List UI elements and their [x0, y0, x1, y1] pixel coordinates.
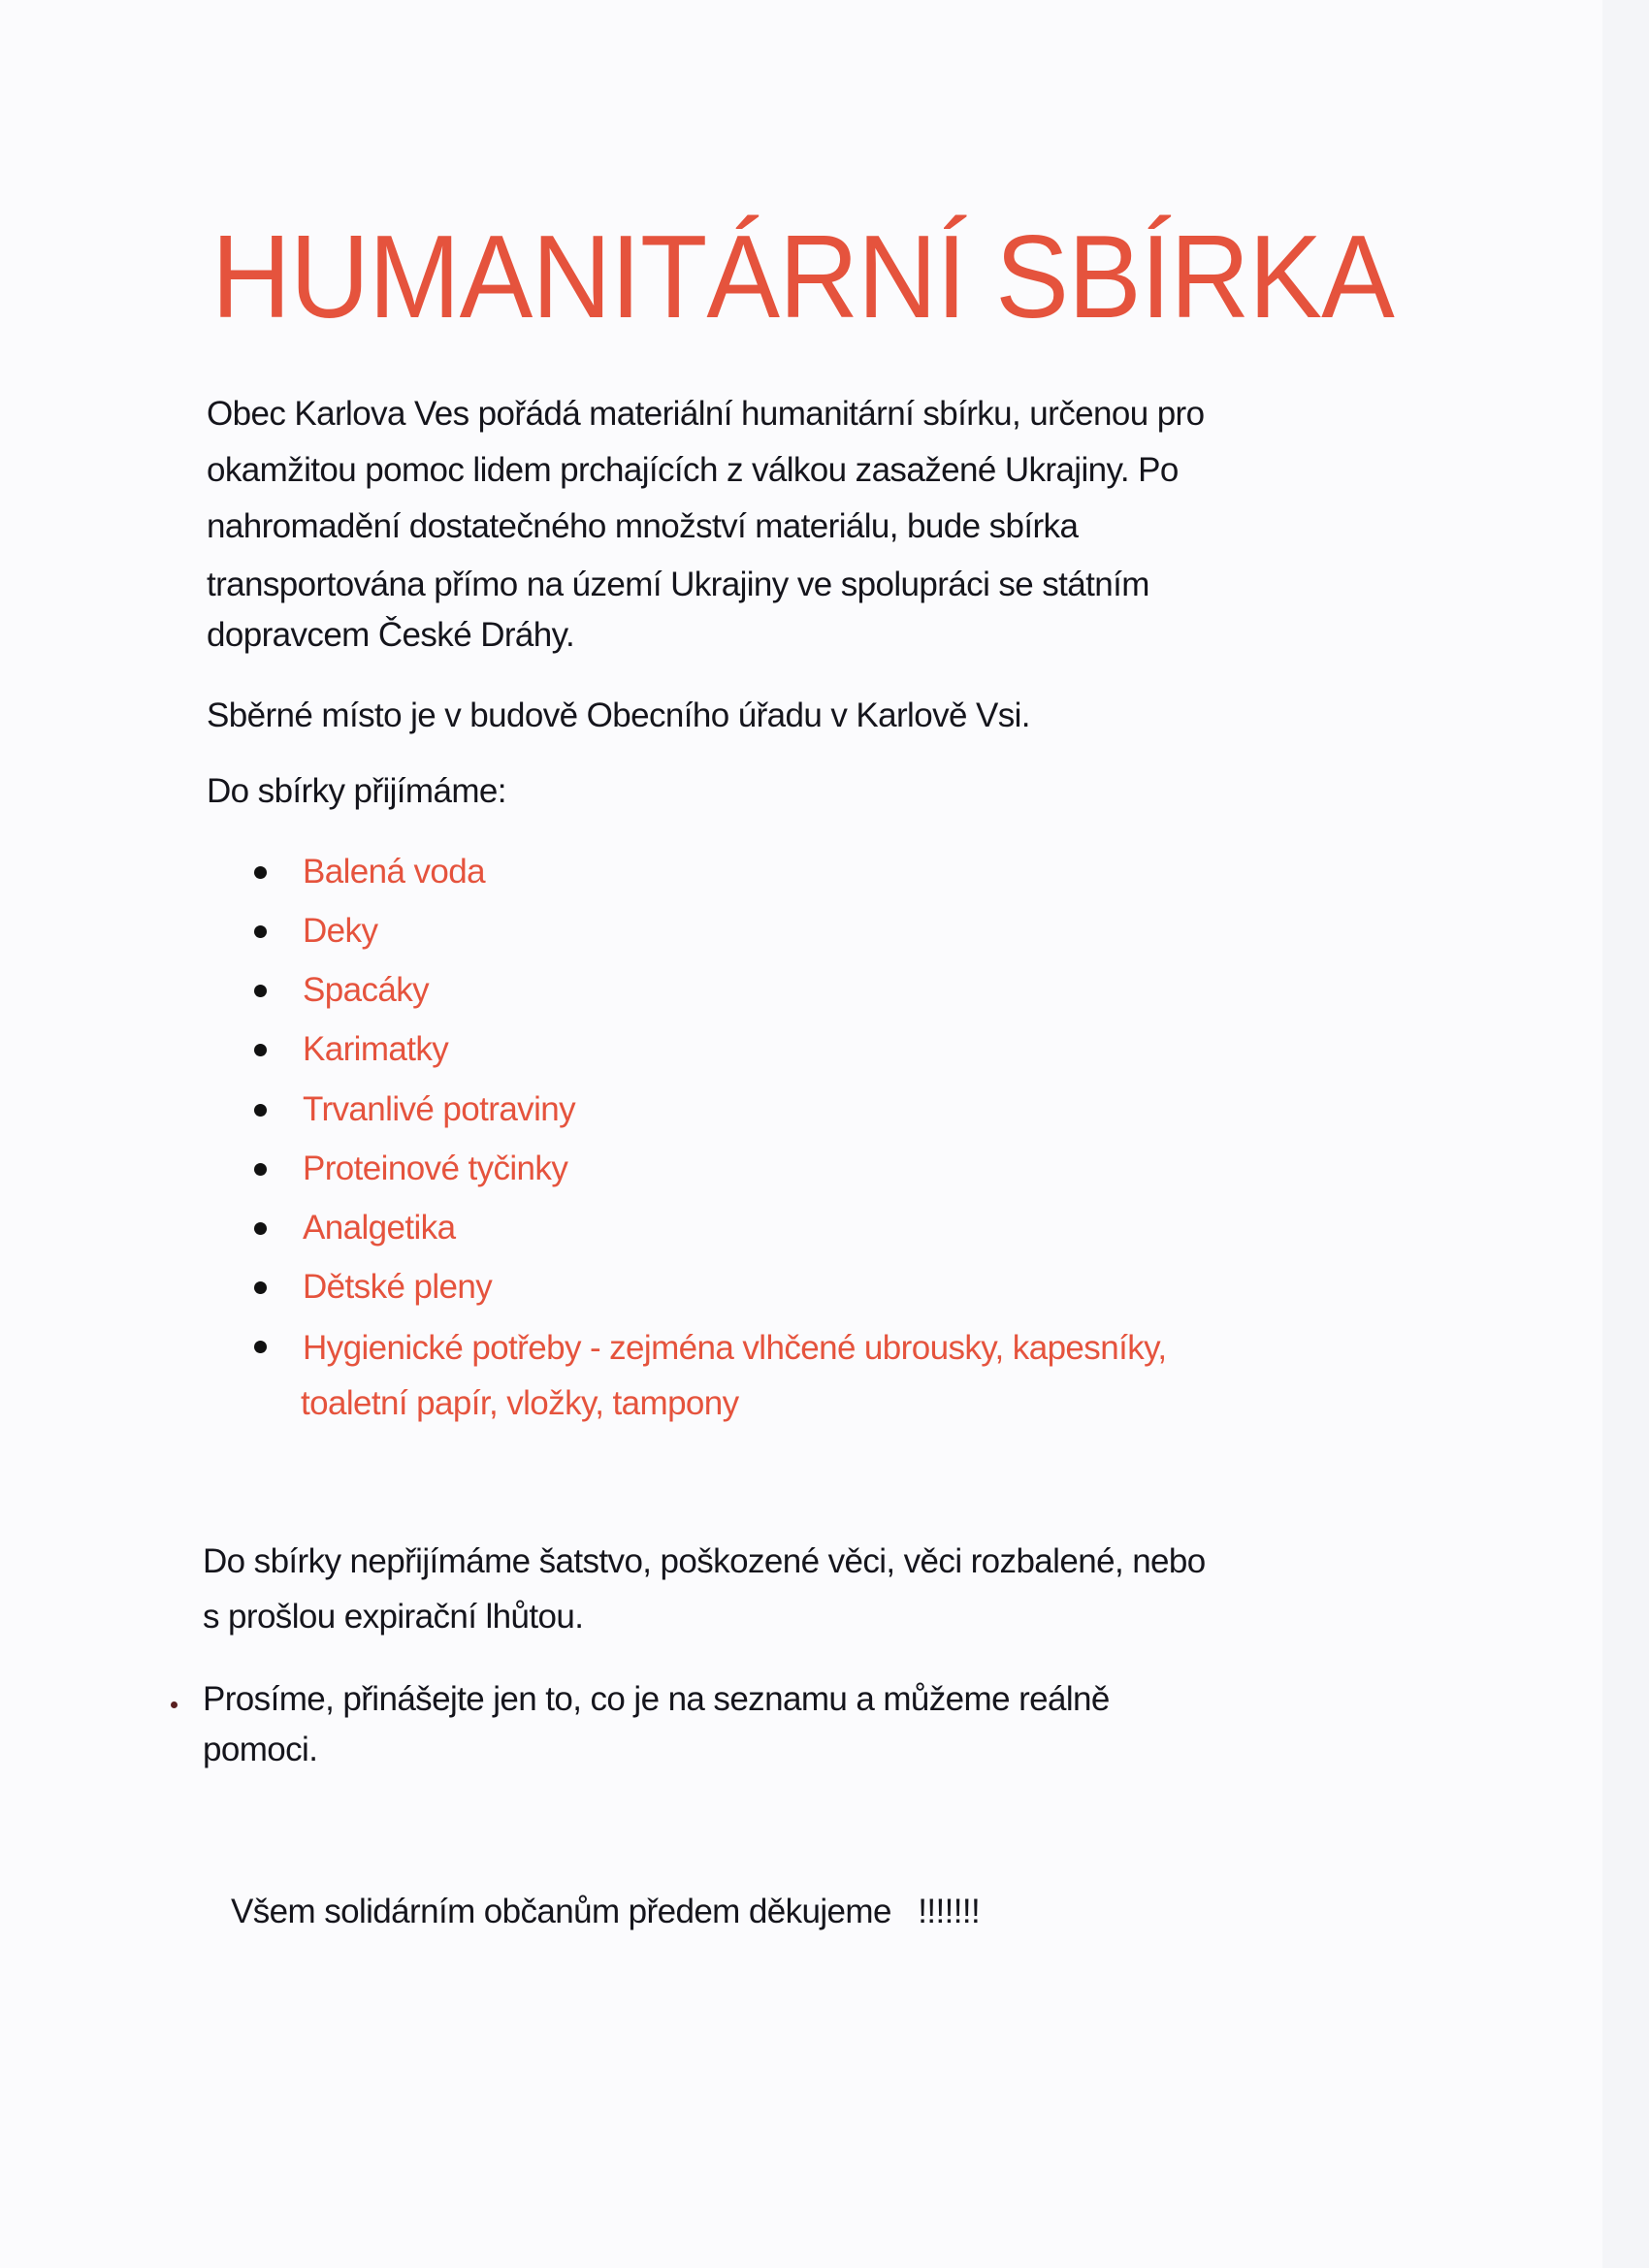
list-item-continuation: toaletní papír, vložky, tampony — [301, 1384, 739, 1422]
bullet-icon — [254, 1044, 267, 1056]
bullet-icon — [254, 866, 267, 879]
bullet-icon — [254, 1341, 267, 1353]
thanks-line: Všem solidárním občanům předem děkujeme !!!!!!! — [231, 1893, 981, 1930]
bullet-icon — [254, 1222, 267, 1235]
list-item: Dětské pleny — [303, 1268, 493, 1306]
list-item: Balená voda — [303, 853, 486, 891]
list-item: Hygienické potřeby - zejména vlhčené ubrousky, kapesníky, — [303, 1329, 1167, 1367]
intro-line: Obec Karlova Ves pořádá materiální humanitární sbírku, určenou pro — [207, 395, 1205, 433]
page-title: HUMANITÁRNÍ SBÍRKA — [211, 211, 1394, 342]
bullet-icon — [254, 925, 267, 938]
intro-line: okamžitou pomoc lidem prchajících z válkou zasažené Ukrajiny. Po — [207, 451, 1179, 489]
bullet-icon — [254, 1163, 267, 1176]
list-item: Analgetika — [303, 1209, 456, 1247]
bullet-icon — [254, 985, 267, 997]
list-item: Proteinové tyčinky — [303, 1150, 568, 1187]
accepted-heading: Do sbírky přijímáme: — [207, 772, 506, 810]
collection-point: Sběrné místo je v budově Obecního úřadu v Karlově Vsi. — [207, 697, 1030, 734]
request-line: Prosíme, přinášejte jen to, co je na seznamu a můžeme reálně — [203, 1680, 1110, 1718]
list-item: Deky — [303, 912, 378, 950]
list-item: Karimatky — [303, 1030, 449, 1068]
ink-mark — [171, 1701, 178, 1708]
request-line: pomoci. — [203, 1731, 318, 1768]
bullet-icon — [254, 1104, 267, 1117]
intro-line: nahromadění dostatečného množství materiálu, bude sbírka — [207, 507, 1079, 545]
scan-edge — [1602, 0, 1649, 2268]
list-item: Trvanlivé potraviny — [303, 1090, 576, 1128]
intro-line: transportována přímo na území Ukrajiny ve spolupráci se státním — [207, 566, 1149, 603]
not-accepted-line: s prošlou expirační lhůtou. — [203, 1598, 584, 1636]
list-item: Spacáky — [303, 971, 430, 1009]
intro-line: dopravcem České Dráhy. — [207, 616, 575, 654]
not-accepted-line: Do sbírky nepřijímáme šatstvo, poškozené věci, věci rozbalené, nebo — [203, 1542, 1206, 1580]
bullet-icon — [254, 1281, 267, 1294]
